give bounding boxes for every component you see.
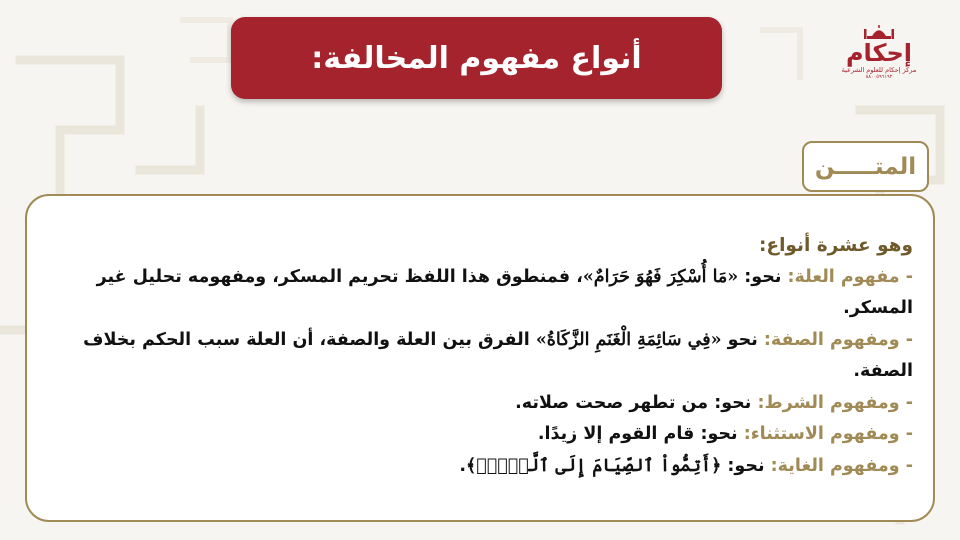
- item-quote: «مَا أُسْكِرَ فَهُوَ حَرَامٌ»: [582, 266, 739, 287]
- section-label-box: [802, 141, 929, 192]
- logo-wordmark: إحكام: [845, 39, 913, 67]
- logo: [841, 24, 917, 94]
- item-text: قام القوم إلا زيدًا.: [537, 424, 695, 444]
- item-term: - ومفهوم الشرط:: [751, 392, 913, 413]
- logo-dome-icon: [859, 24, 899, 40]
- item-lead: نحو:: [694, 424, 738, 444]
- slide-title: أنواع مفهوم المخالفة:: [311, 40, 642, 76]
- list-item: [49, 262, 913, 325]
- section-label: المتـــــن: [814, 153, 917, 180]
- item-lead: نحو:: [721, 455, 765, 476]
- list-item: [49, 419, 913, 451]
- item-text: ، فمنطوق هذا اللفظ تحريم المسكر، ومفهومه تحليل غير المسكر.: [96, 266, 913, 318]
- item-term: - ومفهوم الصفة:: [757, 329, 913, 350]
- item-term: - ومفهوم الغاية:: [764, 455, 913, 476]
- item-lead: نحو: [721, 329, 758, 350]
- item-text: .: [459, 455, 466, 476]
- list-item: [49, 388, 913, 420]
- item-term: - مفهوم العلة:: [781, 266, 913, 287]
- item-quote: «فِي سَائِمَةِ الْغَنَمِ الزَّكَاةُ»: [535, 329, 722, 350]
- item-text: الفرق بين العلة والصفة، أن العلة سبب الحكم بخلاف الصفة.: [83, 329, 913, 381]
- intro-line: وهو عشرة أنواع:: [759, 235, 913, 256]
- logo-subtitle: مركز إحكام للعلوم الشرعية: [841, 66, 917, 74]
- item-lead: نحو:: [708, 392, 752, 413]
- item-quote: ﴿أَتِمُّواْ ٱلصِّيَامَ إِلَى ٱلَّيۡلِۚ﴾: [465, 455, 722, 476]
- item-lead: نحو:: [738, 266, 782, 287]
- item-text: من تطهر صحت صلاته.: [515, 392, 709, 413]
- list-item: [49, 325, 913, 388]
- content-panel: [25, 194, 935, 522]
- title-banner: [231, 17, 722, 99]
- logo-number: ٨٨٠٠٥٩٦١٩٢: [865, 74, 893, 80]
- list-item: [49, 451, 913, 483]
- item-term: - ومفهوم الاستثناء:: [737, 424, 913, 444]
